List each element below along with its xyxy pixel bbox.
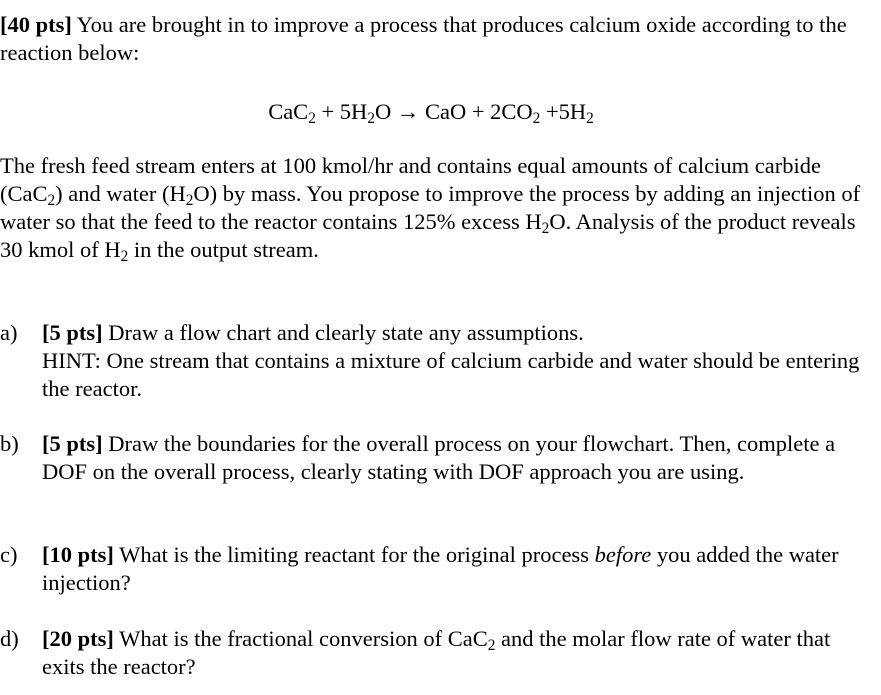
feed-text: The fresh feed stream enters at 100 kmol/hr and contains equal amounts of calcium carbide (CaC xyxy=(0,153,821,206)
question-emphasis: before xyxy=(594,542,652,567)
question-text: Draw a flow chart and clearly state any assumptions. xyxy=(102,320,584,345)
question-points: [10 pts] xyxy=(42,542,114,567)
eq-h: +5H xyxy=(540,99,587,124)
feed-sub: 2 xyxy=(47,191,56,209)
feed-paragraph xyxy=(0,152,861,264)
eq-cac: CaC xyxy=(268,99,309,124)
question-c xyxy=(0,541,861,597)
eq-sub: 2 xyxy=(532,109,541,127)
question-sub: 2 xyxy=(487,636,496,654)
problem-points: [40 pts] xyxy=(0,12,72,37)
feed-text: in the output stream. xyxy=(128,237,319,262)
problem-intro xyxy=(0,11,861,67)
reaction-equation xyxy=(0,98,862,126)
question-text: Draw the boundaries for the overall process on your flowchart. Then, complete a DOF on the overall process, clearly stating with DOF approach you are using. xyxy=(42,431,836,484)
eq-cao-co: CaO + 2CO xyxy=(424,99,533,124)
feed-text: ) and water (H xyxy=(55,181,186,206)
question-a xyxy=(0,319,861,403)
question-text: What is the limiting reactant for the original process xyxy=(113,542,595,567)
eq-h: + 5H xyxy=(315,99,368,124)
question-d xyxy=(0,625,861,681)
question-points: [5 pts] xyxy=(42,320,103,345)
eq-o: O xyxy=(374,99,392,124)
question-text: and the molar flow rate of water that exits the reactor? xyxy=(42,626,831,679)
question-marker: c) xyxy=(0,542,18,567)
eq-sub: 2 xyxy=(586,109,594,127)
question-hint: HINT: One stream that contains a mixture of calcium carbide and water should be entering the reactor. xyxy=(42,348,860,401)
eq-sub: 2 xyxy=(308,109,316,127)
question-marker: a) xyxy=(0,320,18,345)
eq-sub: 2 xyxy=(367,109,375,127)
problem-intro-text: You are brought in to improve a process that produces calcium oxide according to the reaction below: xyxy=(0,12,847,65)
question-marker: b) xyxy=(0,431,19,456)
question-marker: d) xyxy=(0,626,19,651)
feed-sub: 2 xyxy=(541,219,550,237)
eq-arrow: → xyxy=(391,99,425,124)
question-b xyxy=(0,430,861,486)
question-points: [5 pts] xyxy=(42,431,103,456)
question-points: [20 pts] xyxy=(42,626,114,651)
feed-text: O. Analysis of the product reveals 30 kmol of H xyxy=(0,209,856,262)
question-text: you added the water injection? xyxy=(42,542,839,595)
feed-sub: 2 xyxy=(120,247,129,265)
feed-text: O) by mass. You propose to improve the process by adding an injection of water so that the feed to the reactor contains 125% excess H xyxy=(0,181,861,234)
feed-sub: 2 xyxy=(185,191,194,209)
question-text: What is the fractional conversion of CaC xyxy=(113,626,488,651)
